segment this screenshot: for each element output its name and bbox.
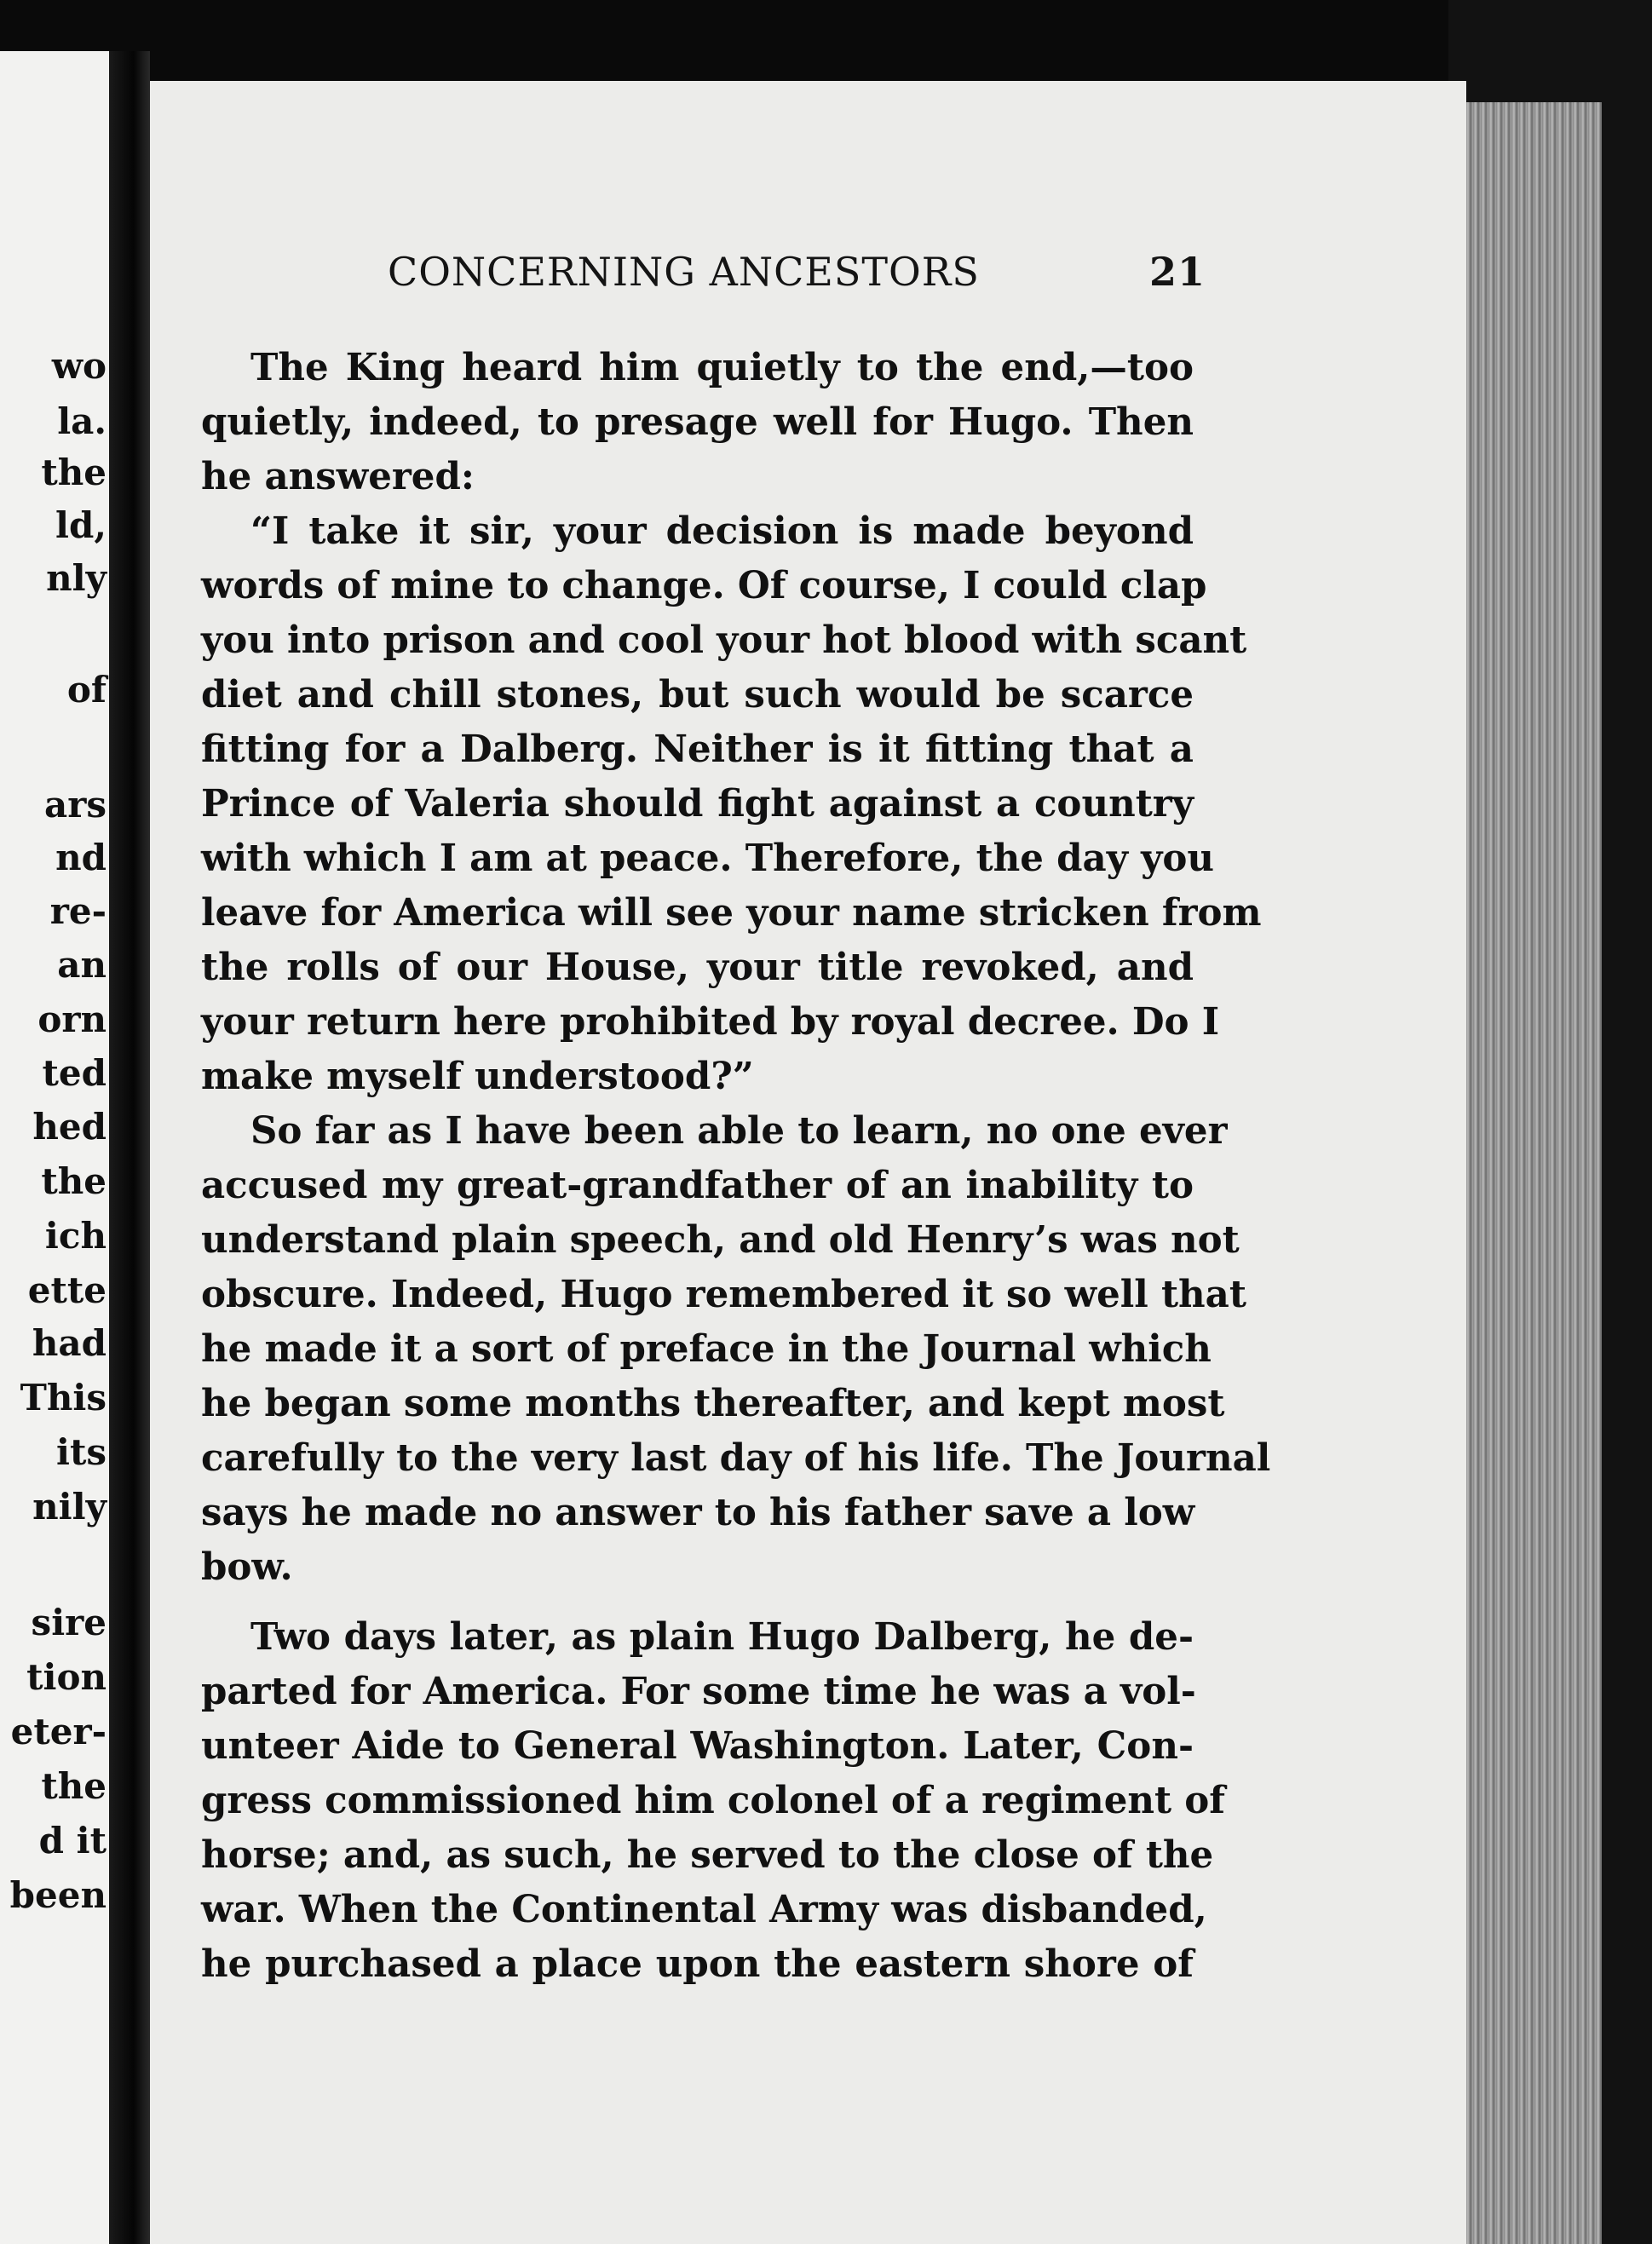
left-fragment: its bbox=[55, 1431, 106, 1473]
left-fragment: the bbox=[41, 1765, 106, 1807]
text-line: fitting for a Dalberg. Neither is it fitting that a bbox=[201, 728, 1194, 771]
text-line: your return here prohibited by royal decree. Do I bbox=[201, 1000, 1220, 1044]
left-fragment: orn bbox=[37, 998, 106, 1040]
left-fragment: ted bbox=[42, 1052, 106, 1094]
left-fragment: re- bbox=[49, 890, 106, 932]
left-page bbox=[0, 51, 115, 2244]
scan-background-top bbox=[0, 0, 1652, 94]
book-page-edges bbox=[1465, 102, 1602, 2244]
text-line: words of mine to change. Of course, I could clap bbox=[201, 564, 1207, 607]
text-line: “I take it sir, your decision is made beyond bbox=[250, 509, 1194, 553]
left-fragment: d it bbox=[38, 1820, 106, 1861]
text-line: carefully to the very last day of his life. The Journal bbox=[201, 1436, 1271, 1480]
text-line: horse; and, as such, he served to the close of the bbox=[201, 1833, 1214, 1877]
text-line: says he made no answer to his father save a low bbox=[201, 1491, 1195, 1534]
text-line: quietly, indeed, to presage well for Hugo. Then bbox=[201, 400, 1194, 444]
left-fragment: sire bbox=[31, 1602, 106, 1643]
text-line: diet and chill stones, but such would be scarce bbox=[201, 673, 1194, 716]
left-fragment: an bbox=[57, 944, 106, 986]
text-line: leave for America will see your name stricken from bbox=[201, 891, 1262, 935]
text-line: the rolls of our House, your title revoked, and bbox=[201, 946, 1194, 989]
text-line: Prince of Valeria should fight against a country bbox=[201, 782, 1194, 826]
left-fragment: tion bbox=[26, 1656, 106, 1698]
left-fragment: had bbox=[32, 1322, 106, 1364]
text-line: he made it a sort of preface in the Journal which bbox=[201, 1327, 1212, 1371]
left-fragment: ars bbox=[44, 784, 106, 826]
left-fragment: wo bbox=[51, 345, 106, 387]
text-line: war. When the Continental Army was disbanded, bbox=[201, 1888, 1207, 1931]
left-fragment: of bbox=[66, 669, 106, 711]
text-line: obscure. Indeed, Hugo remembered it so well that bbox=[201, 1273, 1246, 1316]
left-fragment: ich bbox=[44, 1215, 106, 1257]
left-fragment: the bbox=[41, 1160, 106, 1202]
text-line: So far as I have been able to learn, no one ever bbox=[250, 1109, 1228, 1153]
left-fragment: la. bbox=[57, 400, 106, 442]
left-fragment: nly bbox=[46, 557, 106, 599]
text-line: you into prison and cool your hot blood with scant bbox=[201, 619, 1247, 662]
text-line: unteer Aide to General Washington. Later, Con- bbox=[201, 1724, 1194, 1768]
left-fragment: ette bbox=[27, 1269, 106, 1311]
text-line: he answered: bbox=[201, 455, 475, 498]
left-fragment: nily bbox=[32, 1486, 106, 1528]
left-fragment: hed bbox=[32, 1106, 106, 1148]
text-line: with which I am at peace. Therefore, the day you bbox=[201, 837, 1215, 880]
left-fragment: This bbox=[20, 1377, 106, 1418]
left-fragment: ld, bbox=[55, 504, 106, 546]
running-head-title: CONCERNING ANCESTORS bbox=[388, 249, 980, 295]
text-line: Two days later, as plain Hugo Dalberg, he de- bbox=[250, 1615, 1194, 1659]
left-fragment: been bbox=[9, 1874, 106, 1916]
text-line: gress commissioned him colonel of a regiment of bbox=[201, 1779, 1225, 1822]
left-fragment: the bbox=[41, 452, 106, 493]
running-head bbox=[388, 249, 1206, 300]
left-fragment: nd bbox=[55, 837, 106, 878]
text-line: accused my great-grandfather of an inability to bbox=[201, 1164, 1194, 1207]
left-fragment: eter- bbox=[10, 1711, 106, 1752]
text-line: he began some months thereafter, and kept most bbox=[201, 1382, 1225, 1425]
book-gutter bbox=[109, 51, 150, 2244]
text-line: he purchased a place upon the eastern shore of bbox=[201, 1942, 1194, 1986]
text-line: make myself understood?” bbox=[201, 1055, 754, 1098]
page-number: 21 bbox=[1148, 249, 1206, 295]
text-line: understand plain speech, and old Henry’s was not bbox=[201, 1218, 1240, 1262]
text-line: parted for America. For some time he was a vol- bbox=[201, 1670, 1196, 1713]
text-line: The King heard him quietly to the end,—too bbox=[250, 346, 1194, 389]
text-line: bow. bbox=[201, 1545, 293, 1589]
